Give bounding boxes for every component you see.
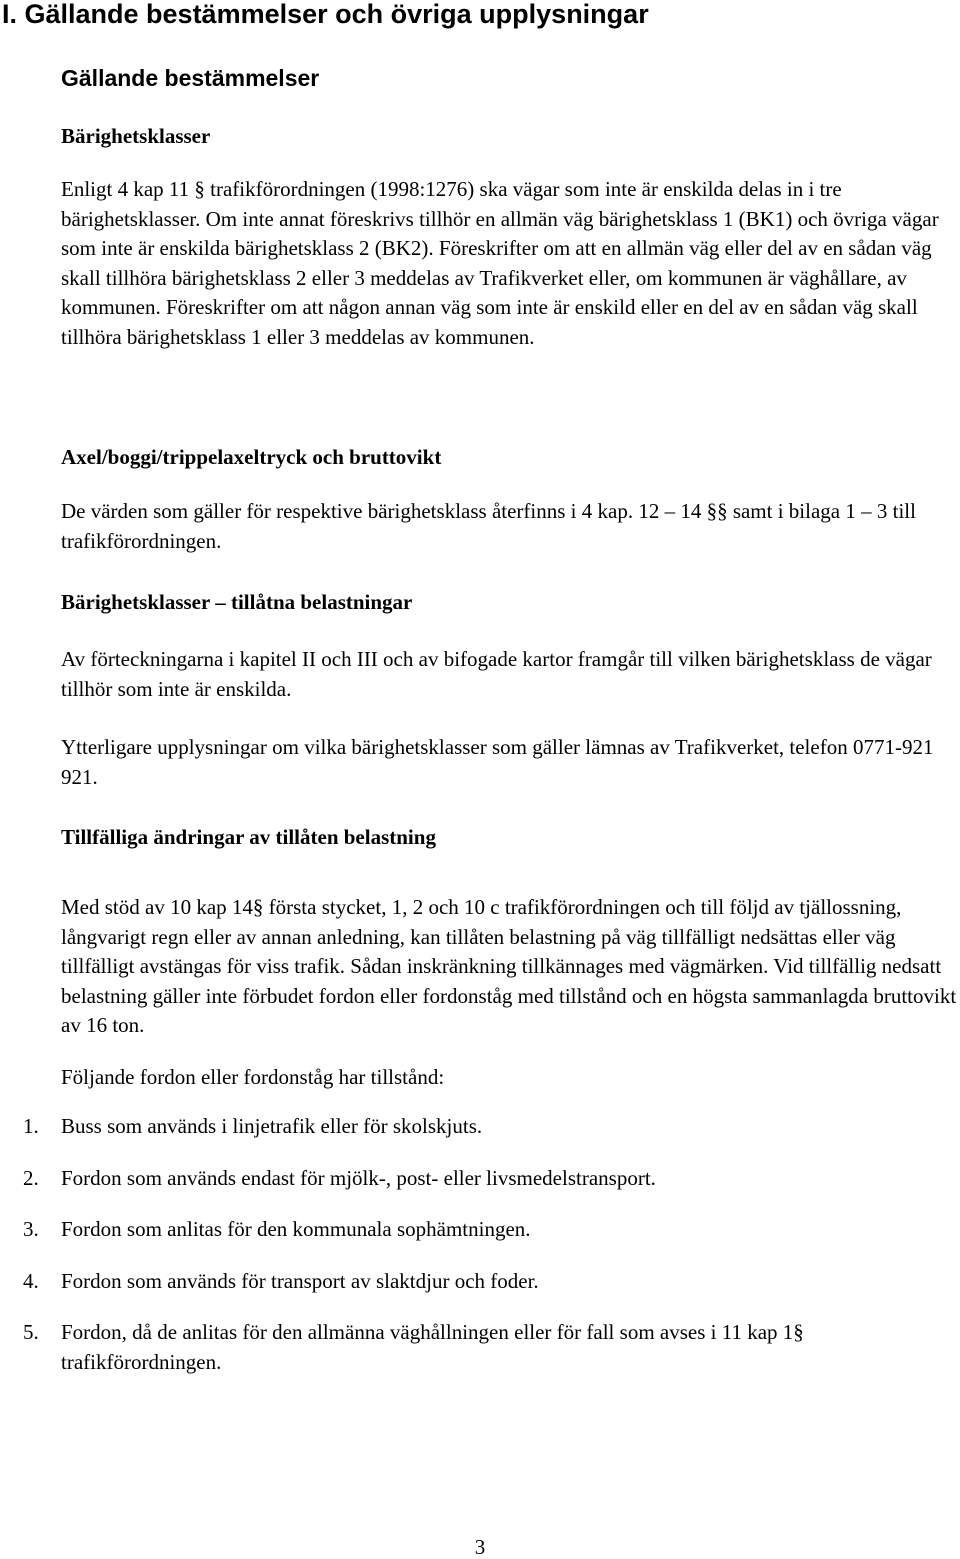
- list-item-text: Fordon som används endast för mjölk-, post- eller livsmedelstransport.: [61, 1165, 656, 1190]
- list-item-text: Fordon som anlitas för den kommunala sophämtningen.: [61, 1217, 531, 1241]
- chapter-heading: I. Gällande bestämmelser och övriga upplysningar: [2, 0, 649, 29]
- list-item: [0, 1215, 946, 1245]
- list-item-text: Fordon som används för transport av slaktdjur och foder.: [61, 1268, 539, 1293]
- list-item-number: 2.: [23, 1165, 39, 1190]
- tillfalliga-title: Tillfälliga ändringar av tillåten belastning: [61, 825, 436, 849]
- list-item-number: 1.: [23, 1114, 39, 1138]
- permitted-vehicles-list: [0, 1112, 960, 1399]
- list-item-number: 5.: [23, 1320, 39, 1344]
- list-item-number: 4.: [23, 1268, 39, 1293]
- list-item: [0, 1112, 946, 1142]
- list-item: [0, 1318, 946, 1377]
- belastningar-paragraph-2: Ytterligare upplysningar om vilka bärighetsklasser som gäller lämnas av Trafikverket, telefon 0771-921 921.: [61, 735, 934, 789]
- list-item-text: Fordon, då de anlitas för den allmänna väghållningen eller för fall som avses i 11 kap 1§ trafikförordningen.: [61, 1320, 804, 1374]
- tillfalliga-paragraph: Med stöd av 10 kap 14§ första stycket, 1, 2 och 10 c trafikförordningen och till följd av tjällossning, långvarigt regn eller av annan anledning, kan tillåten belastning på väg tillfälligt nedsättas eller väg tillfälligt avstängas för viss trafik. Sådan inskränkning tillkännages med vägmärken. Vid tillfällig nedsatt belastning gäller inte förbudet fordon eller fordonståg med tillstånd och en högsta sammanlagda bruttovikt av 16 ton.: [61, 895, 957, 1037]
- section-heading: Gällande bestämmelser: [61, 65, 320, 91]
- belastningar-paragraph-1: Av förteckningarna i kapitel II och III och av bifogade kartor framgår till vilken bärighetsklass de vägar tillhör som inte är enskilda.: [61, 647, 932, 701]
- belastningar-title: Bärighetsklasser – tillåtna belastningar: [61, 590, 413, 614]
- list-item: [0, 1164, 946, 1194]
- page-number: 3: [474, 1535, 486, 1559]
- tillfalliga-intro: Följande fordon eller fordonståg har tillstånd:: [61, 1065, 445, 1089]
- axeltryck-paragraph: De värden som gäller för respektive bärighetsklass återfinns i 4 kap. 12 – 14 §§ samt i bilaga 1 – 3 till trafikförordningen.: [61, 499, 916, 553]
- list-item-text: Buss som används i linjetrafik eller för skolskjuts.: [61, 1114, 483, 1138]
- barighetsklasser-paragraph: Enligt 4 kap 11 § trafikförordningen (1998:1276) ska vägar som inte är enskilda delas in i tre bärighetsklasser. Om inte annat föreskrivs tillhör en allmän väg bärighetsklass 1 (BK1) och övriga vägar som inte är enskilda bärighetsklass 2 (BK2). Föreskrifter om att en allmän väg eller del av en sådan väg skall tillhöra bärighetsklass 2 eller 3 meddelas av Trafikverket eller, om kommunen är väghållare, av kommunen. Föreskrifter om att någon annan väg som inte är enskild eller en del av en sådan väg skall tillhöra bärighetsklass 1 eller 3 meddelas av kommunen.: [61, 177, 939, 349]
- list-item: [0, 1267, 946, 1297]
- list-item-number: 3.: [23, 1217, 39, 1241]
- barighetsklasser-title: Bärighetsklasser: [61, 124, 211, 148]
- axeltryck-title: Axel/boggi/trippelaxeltryck och bruttovikt: [61, 445, 442, 469]
